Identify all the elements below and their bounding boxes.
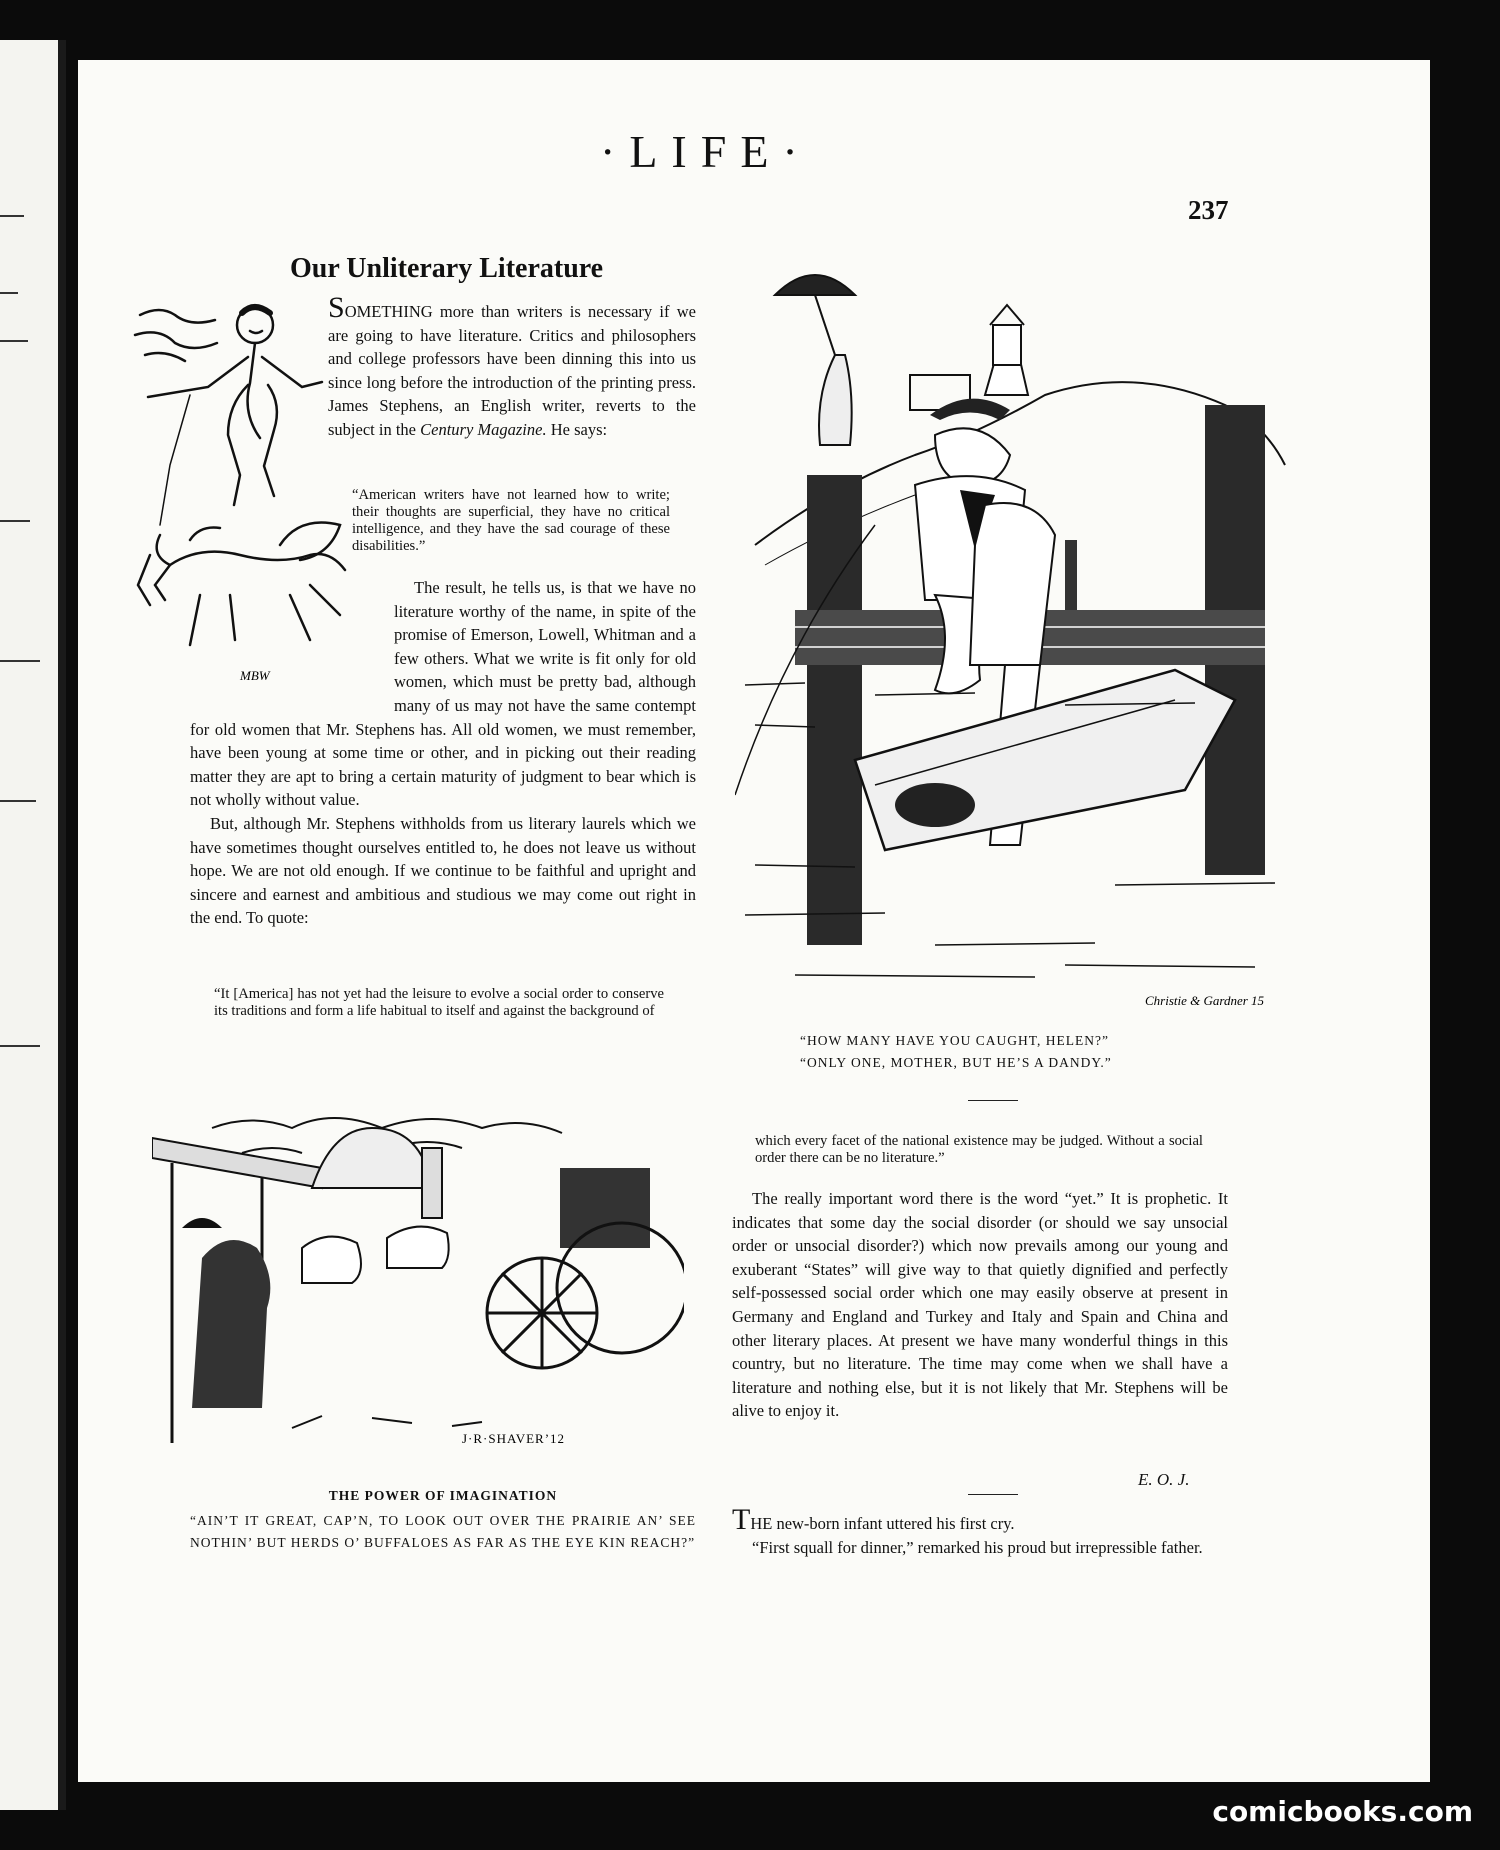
block-quote	[352, 487, 670, 555]
site-watermark: comicbooks.com	[1212, 1795, 1473, 1828]
divider	[968, 1100, 1018, 1101]
author-signature: E. O. J.	[1138, 1470, 1190, 1489]
caption-line: “HOW MANY HAVE YOU CAUGHT, HELEN?”	[800, 1033, 1109, 1048]
paragraph-text: But, although Mr. Stephens withholds from us literary laurels which we have sometimes thought ourselves entitled to, he does not leave us without hope. We are not old enough. If we continue to be faithful and upright and sincere and earnest and ambitious and studious we may come out right in the end. To quote:	[190, 813, 696, 928]
page-mark	[0, 660, 40, 662]
farm-illustration-signature: J·R·SHAVER’12	[462, 1431, 566, 1446]
quote-text: “It [America] has not yet had the leisure to evolve a social order to conserve its traditions and form a life habitual to itself and against the background of	[214, 986, 664, 1019]
page-mark	[0, 215, 24, 217]
page-mark	[0, 292, 18, 294]
page-mark	[0, 1045, 40, 1047]
paragraph-text: He says:	[546, 419, 608, 439]
article-title: Our Unliterary Literature	[290, 253, 604, 284]
masthead: ·LIFE·	[600, 126, 812, 177]
dropcap-letter: T	[732, 1503, 751, 1536]
page-mark	[0, 800, 36, 802]
cartoon-signature: MBW	[240, 668, 270, 683]
joke-text: HE new-born infant uttered his first cry.	[750, 1514, 1015, 1533]
article-body	[190, 576, 696, 930]
page-mark	[0, 520, 30, 522]
dock-illustration-signature: Christie & Gardner 15	[1145, 993, 1265, 1008]
paragraph-text: OMETHING more than writers is necessary if we are going to have literature. Critics and philosophers and college professors have been dinning this into us since long before the introduction of the printing press. James Stephens, an English writer, reverts to the subject in the	[328, 302, 696, 439]
adjacent-page-edge	[0, 40, 60, 1810]
page-mark	[0, 340, 28, 342]
block-quote-continued	[755, 1133, 1203, 1167]
divider	[968, 1494, 1018, 1495]
page-number: 237	[1188, 195, 1229, 225]
article-conclusion	[732, 1187, 1228, 1423]
joke-text: “First squall for dinner,” remarked his proud but irrepressible father.	[752, 1537, 1203, 1557]
farm-illustration-title: THE POWER OF IMAGINATION	[328, 1488, 558, 1503]
magazine-title: Century Magazine.	[420, 419, 547, 439]
article-intro-paragraph	[328, 291, 696, 442]
page-spine	[58, 40, 66, 1810]
dock-fishing-illustration	[735, 265, 1295, 1010]
dropcap-letter: S	[328, 291, 345, 324]
caption-line: “ONLY ONE, MOTHER, BUT HE’S A DANDY.”	[800, 1055, 1112, 1070]
paragraph-text: The really important word there is the word “yet.” It is prophetic. It indicates that some day the social disorder (or should we say unsocial order or unsocial disorder?) which now prevails among our young and exuberant “States” will give way to that quietly dignified and perfectly self-possessed social order which one may easily observe at present in Germany and England and Turkey and Italy and Spain and China and other literary places. At present we have many wonderful things in this country, but no literature. The time may come when we shall have a literature and nothing else, but it is not likely that Mr. Stephens will be alive to enjoy it.	[732, 1189, 1228, 1421]
paragraph-text: The result, he tells us, is that we have no literature worthy of the name, in spite of the promise of Emerson, Lowell, Whitman and a few others. What we write is fit only for old women, which must be pretty bad, although many of us may not have the same contempt for old women that Mr. Stephens has. All old women, we must remember, have been young at some time or other, and in picking out their reading matter they are apt to bring a certain maturity of judgment to bear which is not wholly without value.	[190, 578, 696, 810]
quote-text: “American writers have not learned how to write; their thoughts are superficial, they have no critical intelligence, and they have the sad courage of these disabilities.”	[352, 487, 670, 554]
quote-text: which every facet of the national existence may be judged. Without a social order there can be no literature.”	[755, 1133, 1203, 1166]
block-quote	[214, 986, 664, 1020]
farm-imagination-illustration	[152, 1108, 684, 1454]
dock-caption	[800, 1030, 1220, 1074]
farm-caption: “AIN’T IT GREAT, CAP’N, TO LOOK OUT OVER THE PRAIRIE AN’ SEE NOTHIN’ BUT HERDS O’ BUFFALOES AS FAR AS THE EYE KIN REACH?”	[190, 1513, 696, 1550]
joke-paragraph	[732, 1503, 1228, 1559]
